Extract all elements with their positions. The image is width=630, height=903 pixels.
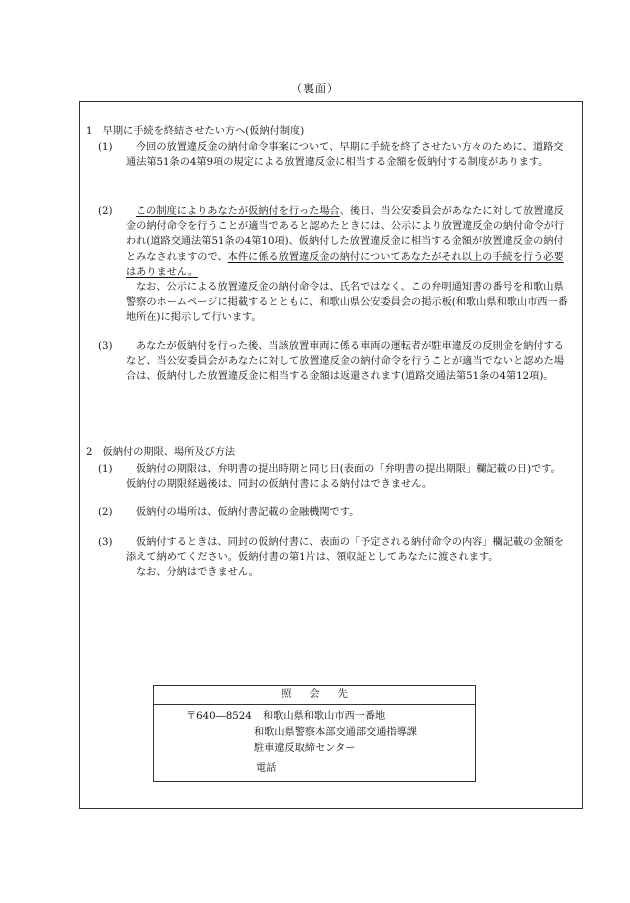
section2-item3-text-b: なお、分納はできません。 <box>136 567 259 579</box>
section1-item2-text-a: 、後日、当公安委員会があなたに対して放置違反金の納付命令を行うことが適当であると認めたときには、公示により放置違反金の納付命令が行われ(道路交通法第51条の4第10項)、仮納付した放置違反金に相当する金額が放置違反金の納付とみなされますので、 <box>126 206 565 263</box>
document-frame <box>79 101 583 809</box>
section1-item2-text <box>126 204 570 280</box>
section2-item1 <box>98 462 570 492</box>
section2-item2 <box>98 505 570 520</box>
underlined-phrase: 本件に係る放置違反金の納付についてあなたがそれ以上の手続を行う必要はありません。 <box>126 251 564 278</box>
section2-item2-text: 仮納付の場所は、仮納付書記載の金融機関です。 <box>136 507 360 518</box>
section1-item2-text-b: なお、公示による放置違反金の納付命令は、氏名ではなく、この弁明通知書の番号を和歌山県警察のホームページに掲載するとともに、和歌山県公安委員会の掲示板(和歌山県和歌山市西一番地所在)に掲示して行います。 <box>126 282 568 324</box>
contact-postal <box>186 709 385 724</box>
item-number: (3) <box>98 341 113 352</box>
contact-box <box>153 685 476 782</box>
section1-item3 <box>98 339 570 385</box>
postal-code: 〒640―8524 <box>186 711 252 722</box>
section2-item3 <box>98 535 570 581</box>
item-number: (1) <box>98 464 113 475</box>
contact-dept2: 駐車違反取締センター <box>254 743 356 754</box>
section2-title: 2 仮納付の期限、場所及び方法 <box>86 447 236 458</box>
contact-dept1: 和歌山県警察本部交通部交通指導課 <box>254 727 417 738</box>
item-number: (1) <box>98 142 113 153</box>
item-number: (2) <box>98 507 113 518</box>
item-number: (2) <box>98 206 113 217</box>
contact-phone-label: 電話 <box>256 763 277 774</box>
item-number: (3) <box>98 537 113 548</box>
contact-title: 照会先 <box>154 686 475 705</box>
contact-address: 和歌山県和歌山市西一番地 <box>263 711 386 722</box>
section1-item1-text: 今回の放置違反金の納付命令事案について、早期に手続を終了させたい方々のために、道路交通法第51条の4第9項の規定による放置違反金に相当する金額を仮納付する制度があります。 <box>126 142 564 169</box>
underlined-phrase: この制度によりあなたが仮納付を行った場合 <box>136 206 340 217</box>
page-header: （裏面） <box>291 82 339 95</box>
section1-item3-text: あなたが仮納付を行った後、当該放置車両に係る車両の運転者が駐車違反の反則金を納付するなど、当公安委員会があなたに対して放置違反金の納付命令を行うことが適当でないと認めた場合は、仮納付した放置違反金に相当する金額は返還されます(道路交通法第51条の4第12項)。 <box>126 341 565 383</box>
section1-title: 1 早期に手続を終結させたい方へ(仮納付制度) <box>86 126 305 137</box>
section2-item3-text: 仮納付するときは、同封の仮納付書に、表面の「予定される納付命令の内容」欄記載の金額を添えて納めてください。仮納付書の第1片は、領収証としてあなたに渡されます。 <box>126 537 564 564</box>
section1-item2 <box>98 204 570 326</box>
section2-item1-text: 仮納付の期限は、弁明書の提出時期と同じ日(表面の「弁明書の提出期限」欄記載の日)です。仮納付の期限経過後は、同封の仮納付書による納付はできません。 <box>126 464 561 491</box>
section1-item1 <box>98 140 570 170</box>
